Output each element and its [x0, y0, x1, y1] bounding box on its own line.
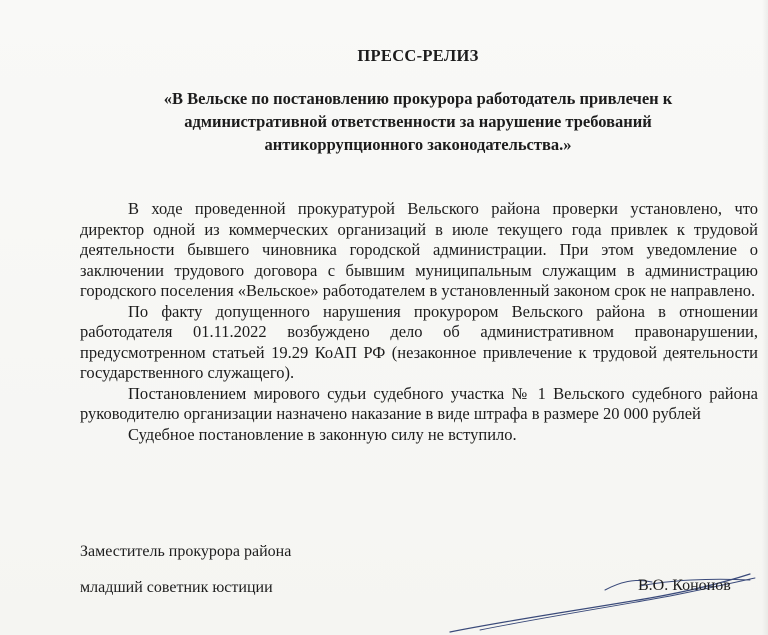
paragraph-3: Постановлением мирового судьи судебного участка № 1 Вельского судебного района руководителю организации назначено наказание в виде штрафа в размере 20 000 рублей: [80, 383, 758, 423]
document-body: [80, 199, 758, 445]
handwritten-signature: [420, 560, 760, 635]
paragraph-1: В ходе проведенной прокуратурой Вельского района проверки установлено, что директор одной из коммерческих организаций в июле текущего года привлек к трудовой деятельности бывшего чиновника городской администрации. При этом уведомление о заключении трудового договора с бывшим муниципальным служащим в администрацию городского поселения «Вельское» работодателем в установленный законом срок не направлено.: [80, 199, 758, 300]
page-edge-shadow: [762, 0, 768, 635]
paragraph-4: Судебное постановление в законную силу не вступило.: [128, 424, 517, 444]
signatory-position: Заместитель прокурора района: [80, 543, 292, 560]
document-title: ПРЕСС-РЕЛИЗ: [357, 46, 479, 65]
paragraph-2: По факту допущенного нарушения прокурором Вельского района в отношении работодателя 01.11.2022 возбуждено дело об административном правонарушении, предусмотренном статьей 19.29 КоАП РФ (незаконное привлечение к трудовой деятельности государственного служащего).: [80, 301, 758, 382]
signatory-name: В.О. Кононов: [638, 577, 731, 594]
signatory-rank: младший советник юстиции: [80, 579, 273, 596]
document-subtitle: «В Вельске по постановлению прокурора работодатель привлечен к административной ответственности за нарушение требований антикоррупционного законодательства.»: [163, 89, 673, 154]
